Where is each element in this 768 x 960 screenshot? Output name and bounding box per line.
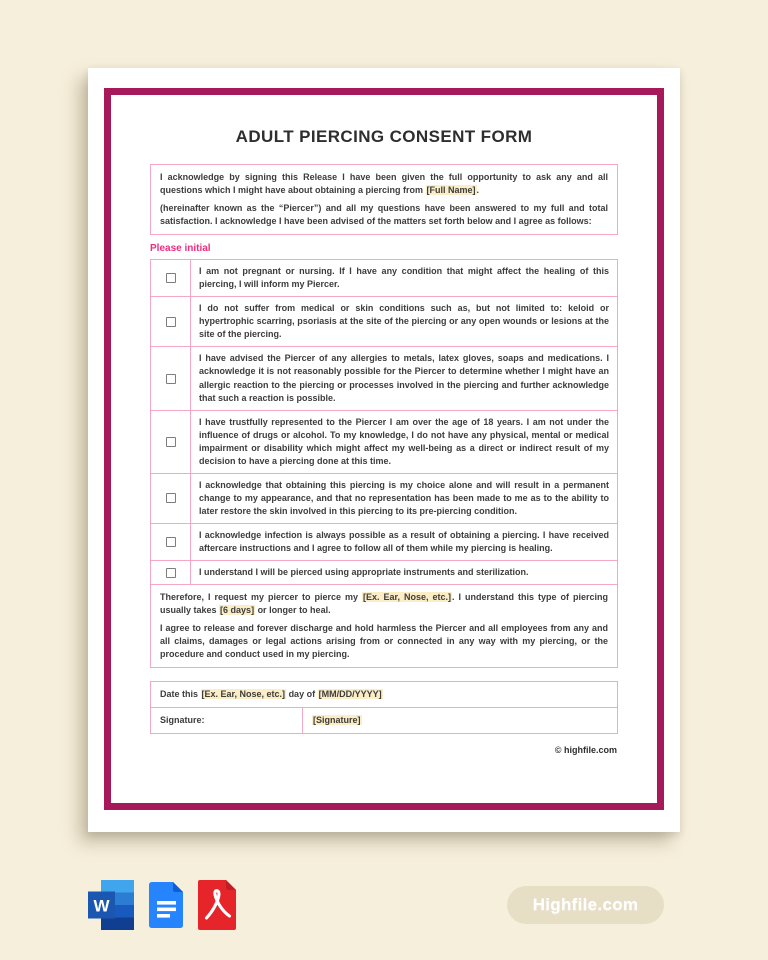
pdf-icon[interactable] xyxy=(198,880,236,935)
intro-paragraph-1: I acknowledge by signing this Release I have been given the full opportunity to ask any and all questions which I might have about obtaining a piercing from [Full Name]. xyxy=(160,172,608,196)
initial-cell xyxy=(151,260,191,297)
checkbox-icon[interactable] xyxy=(166,568,176,578)
placeholder-piercing-type[interactable]: [Ex. Ear, Nose, etc.] xyxy=(363,592,452,603)
table-row xyxy=(151,410,618,473)
checklist-item-text: I acknowledge that obtaining this piercing is my choice alone and will result in a permanent change to my appearance, and that no representation has been made to me as to the ability to later restore the skin involved in this piercing to its pre-piercing condition. xyxy=(191,473,618,523)
table-row xyxy=(151,708,618,734)
date-signature-table xyxy=(150,681,618,734)
placeholder-full-name[interactable]: [Full Name] xyxy=(426,185,476,196)
initial-cell xyxy=(151,523,191,560)
checkbox-icon[interactable] xyxy=(166,437,176,447)
initial-cell xyxy=(151,561,191,585)
table-row xyxy=(151,523,618,560)
checklist-item-text: I have trustfully represented to the Piercer I am over the age of 18 years. I am not under the influence of drugs or alcohol. To my knowledge, I do not have any physical, mental or medical impairment or disability which might affect my well-being as a direct or indirect result of my decision to have a piercing done at this time. xyxy=(191,410,618,473)
checklist-item-text: I acknowledge infection is always possible as a result of obtaining a piercing. I have received aftercare instructions and I agree to follow all of them while my piercing is healing. xyxy=(191,523,618,560)
release-paragraph: I agree to release and forever discharge and hold harmless the Piercer and all employees from any and all claims, damages or legal actions arising from or connected in any way with my piercing, or the procedure and conduct used in my piercing. xyxy=(160,623,608,660)
table-row xyxy=(151,347,618,410)
table-row xyxy=(151,561,618,585)
table-row xyxy=(151,473,618,523)
checkbox-icon[interactable] xyxy=(166,317,176,327)
placeholder-healing-time[interactable]: [6 days] xyxy=(220,605,255,616)
therefore-paragraph: Therefore, I request my piercer to pierce my [Ex. Ear, Nose, etc.]. I understand this type of piercing usually takes [6 days] or longer to heal. xyxy=(160,592,608,616)
initial-cell xyxy=(151,410,191,473)
table-row xyxy=(151,297,618,347)
checkbox-icon[interactable] xyxy=(166,273,176,283)
watermark-badge: Highfile.com xyxy=(507,886,664,924)
signature-label: Signature: xyxy=(151,708,303,734)
checkbox-icon[interactable] xyxy=(166,537,176,547)
document-border-frame xyxy=(104,88,664,810)
intro-paragraph-box xyxy=(150,164,618,235)
document-page xyxy=(88,68,680,832)
page-title: ADULT PIERCING CONSENT FORM xyxy=(235,127,533,146)
initial-cell xyxy=(151,347,191,410)
checklist-item-text: I have advised the Piercer of any allergies to metals, latex gloves, soaps and medications. I acknowledge it is not reasonably possible for the Piercer to determine whether I might have an allergic reaction to the piercing or processes involved in the piercing and further acknowledge that such a reaction is possible. xyxy=(191,347,618,410)
date-cell: Date this [Ex. Ear, Nose, etc.] day of [MM/DD/YYYY] xyxy=(151,682,618,708)
signature-value-cell xyxy=(303,708,618,734)
svg-text:W: W xyxy=(93,896,110,915)
word-icon[interactable] xyxy=(88,880,134,935)
intro-paragraph-2: (hereinafter known as the “Piercer”) and all my questions have been answered to my full and total satisfaction. I acknowledge I have been advised of the matters set forth below and I agree as follows: xyxy=(160,203,608,227)
request-release-box xyxy=(150,584,618,668)
checkbox-icon[interactable] xyxy=(166,493,176,503)
checklist-item-text: I do not suffer from medical or skin conditions such as, but not limited to: keloid or hypertrophic scarring, psoriasis at the site of the piercing or any open wounds or lesions at the site of the piercing. xyxy=(191,297,618,347)
checklist-item-text: I understand I will be pierced using appropriate instruments and sterilization. xyxy=(191,561,618,585)
google-docs-icon[interactable] xyxy=(149,882,183,933)
initial-cell xyxy=(151,297,191,347)
placeholder-date-month-year[interactable]: [MM/DD/YYYY] xyxy=(318,689,382,700)
initials-checklist-table xyxy=(150,259,618,585)
checklist-item-text: I am not pregnant or nursing. If I have any condition that might affect the healing of this piercing, I will inform my Piercer. xyxy=(191,260,618,297)
placeholder-signature[interactable]: [Signature] xyxy=(313,715,361,726)
placeholder-date-day[interactable]: [Ex. Ear, Nose, etc.] xyxy=(201,689,286,700)
copyright-text: © highfile.com xyxy=(554,745,617,756)
table-row xyxy=(151,260,618,297)
please-initial-label: Please initial xyxy=(150,243,211,255)
download-format-bar xyxy=(88,880,236,934)
initial-cell xyxy=(151,473,191,523)
checkbox-icon[interactable] xyxy=(166,374,176,384)
table-row xyxy=(151,682,618,708)
